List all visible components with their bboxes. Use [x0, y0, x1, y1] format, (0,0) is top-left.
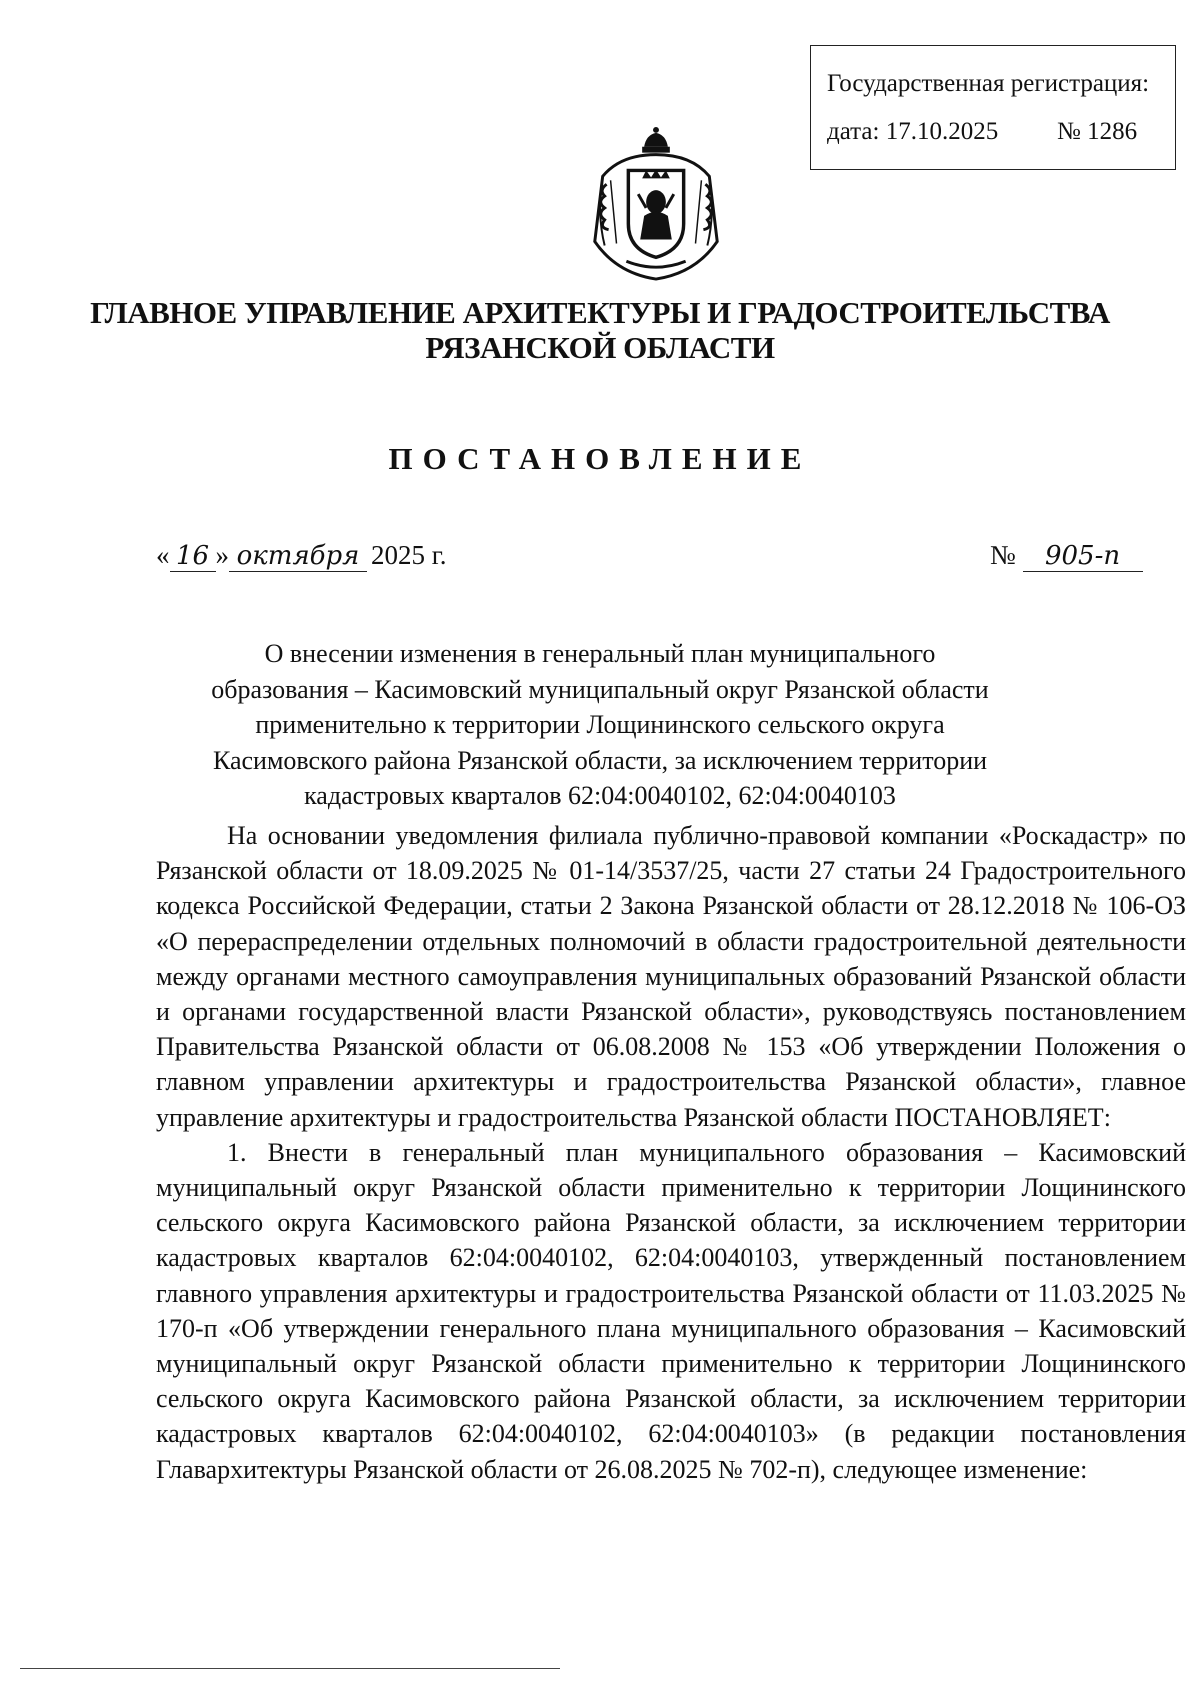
footer-divider	[20, 1668, 560, 1669]
subject-line: образования – Касимовский муниципальный округ Рязанской области	[211, 674, 989, 704]
registration-date: дата: 17.10.2025	[827, 118, 999, 145]
clause-1-paragraph: 1. Внести в генеральный план муниципального образования – Касимовский муниципальный округ Рязанской области применительно к территории Лощининского сельского округа Касимовского района Рязанской области, за исключением территории кадастровых кварталов 62:04:0040102, 62:04:0040103, утвержденный постановлением главного управления архитектуры и градостроительства Рязанской области от 11.03.2025 № 170-п «Об утверждении генерального плана муниципального образования – Касимовский муниципальный округ Рязанской области применительно к территории Лощининского сельского округа Касимовского района Рязанской области, за исключением территории кадастровых кварталов 62:04:0040102, 62:04:0040103» (в редакции постановления Главархитектуры Рязанской области от 26.08.2025 № 702-п), следующее изменение:	[156, 1137, 1186, 1484]
subject-line: Касимовского района Рязанской области, за исключением территории	[212, 745, 988, 775]
organization-name-line2: РЯЗАНСКОЙ ОБЛАСТИ	[425, 330, 775, 365]
registration-number: № 1286	[1057, 118, 1138, 145]
coat-of-arms-emblem	[577, 125, 735, 283]
date-year: 2025 г.	[371, 540, 447, 570]
subject-line: применительно к территории Лощининского сельского округа	[255, 710, 945, 739]
date-close-quote: »	[215, 540, 229, 570]
subject-line: О внесении изменения в генеральный план муниципального	[264, 639, 936, 668]
registration-title: Государственная регистрация:	[827, 70, 1150, 97]
decree-subject	[150, 636, 1050, 814]
handwritten-number: 905-п	[1023, 541, 1143, 572]
subject-line: кадастровых кварталов 62:04:0040102, 62:04:0040103	[304, 781, 896, 810]
document-type-heading: ПОСТАНОВЛЕНИЕ	[388, 441, 812, 476]
organization-name-line1: ГЛАВНОЕ УПРАВЛЕНИЕ АРХИТЕКТУРЫ И ГРАДОСТРОИТЕЛЬСТВА	[90, 295, 1110, 330]
decree-body	[156, 818, 1186, 1487]
decree-date	[156, 540, 447, 572]
number-sign: №	[990, 540, 1016, 570]
handwritten-month: октября	[229, 541, 367, 572]
handwritten-day: 16	[170, 541, 216, 572]
date-open-quote: «	[156, 540, 170, 570]
decree-number	[990, 540, 1143, 572]
preamble-paragraph: На основании уведомления филиала публично-правовой компании «Роскадастр» по Рязанской области от 18.09.2025 № 01-14/3537/25, части 27 статьи 24 Градостроительного кодекса Российской Федерации, статьи 2 Закона Рязанской области от 28.12.2018 № 106-ОЗ «О перераспределении отдельных полномочий в области градостроительной деятельности между органами местного самоуправления муниципальных образований Рязанской области и органами государственной власти Рязанской области», руководствуясь постановлением Правительства Рязанской области от 06.08.2008 № 153 «Об утверждении Положения о главном управлении архитектуры и градостроительства Рязанской области», главное управление архитектуры и градостроительства Рязанской области ПОСТАНОВЛЯЕТ:	[156, 821, 1186, 1132]
registration-stamp	[810, 45, 1176, 170]
